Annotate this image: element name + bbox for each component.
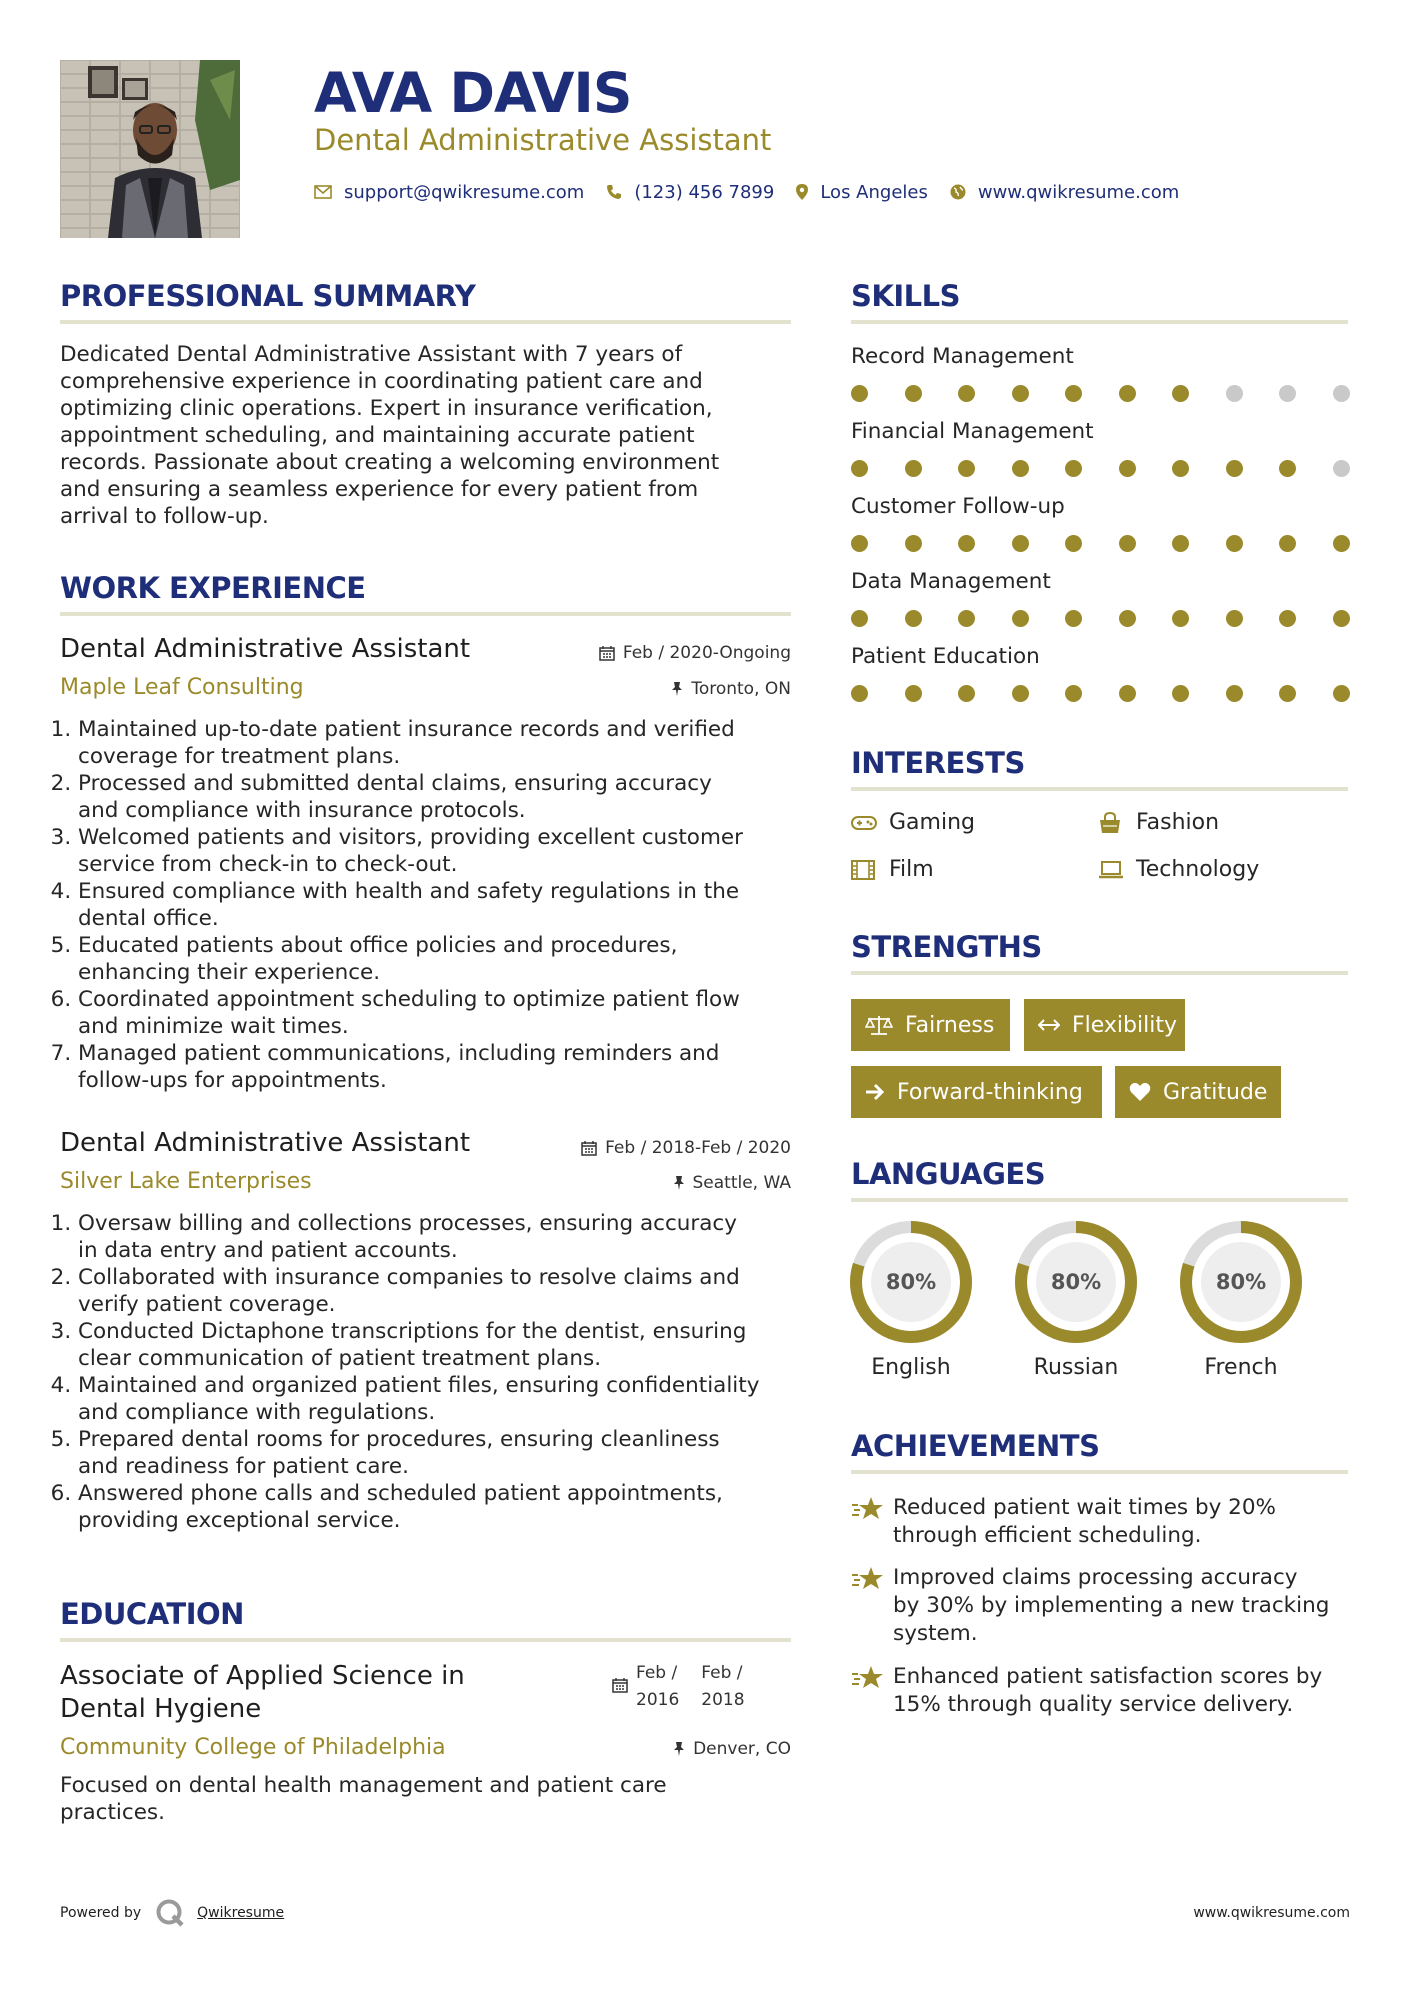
- star-achievement-icon: [851, 1663, 893, 1695]
- list-item: 6. Coordinated appointment scheduling to optimize patient flow and minimize wait times.: [78, 986, 800, 1040]
- rating-dot-filled: [905, 385, 922, 402]
- list-item: 1. Oversaw billing and collections processes, ensuring accuracy in data entry and patient accounts.: [78, 1210, 810, 1264]
- laptop-icon: [1098, 861, 1128, 879]
- rating-dot-empty: [1279, 385, 1296, 402]
- list-item: 2. Collaborated with insurance companies to resolve claims and verify patient coverage.: [78, 1264, 810, 1318]
- rating-dot-filled: [1172, 385, 1189, 402]
- rating-dot-filled: [1065, 610, 1082, 627]
- rating-dot-filled: [1172, 610, 1189, 627]
- strength-tag-forward-thinking: Forward-thinking: [851, 1066, 1102, 1118]
- rating-dot-filled: [1012, 385, 1029, 402]
- achievement-item: Reduced patient wait times by 20% through efficient scheduling.: [851, 1494, 1361, 1550]
- languages-divider: [851, 1198, 1348, 1202]
- skill-data-management: Data Management: [851, 568, 1351, 627]
- job-title: Dental Administrative Assistant: [60, 634, 471, 664]
- education-start: Feb / 2016: [636, 1663, 680, 1710]
- skill-rating: [851, 385, 1350, 402]
- interest-fashion: Fashion: [1098, 808, 1219, 838]
- pushpin-icon: [671, 681, 683, 697]
- pushpin-icon: [673, 1175, 685, 1191]
- rating-dot-filled: [1172, 460, 1189, 477]
- calendar-icon: [581, 1140, 597, 1156]
- company-name: Maple Leaf Consulting: [60, 675, 304, 700]
- rating-dot-filled: [1172, 685, 1189, 702]
- rating-dot-filled: [1012, 535, 1029, 552]
- rating-dot-filled: [1065, 385, 1082, 402]
- achievements-heading: ACHIEVEMENTS: [851, 1429, 1100, 1463]
- interest-gaming: Gaming: [851, 808, 975, 838]
- language-english: 80% English: [848, 1219, 974, 1383]
- job-duties-list: [60, 716, 800, 1094]
- arrow-right-icon: [865, 1083, 885, 1101]
- rating-dot-filled: [1226, 610, 1243, 627]
- list-item: 3. Welcomed patients and visitors, providing excellent customer service from check-in to check-out.: [78, 824, 800, 878]
- rating-dot-filled: [1333, 610, 1350, 627]
- star-achievement-icon: [851, 1494, 893, 1526]
- list-item: 4. Ensured compliance with health and safety regulations in the dental office.: [78, 878, 800, 932]
- calendar-icon: [599, 645, 615, 661]
- website-link[interactable]: www.qwikresume.com: [977, 181, 1180, 203]
- proficiency-label: 80%: [1050, 1270, 1102, 1294]
- rating-dot-filled: [1065, 460, 1082, 477]
- proficiency-label: 80%: [1215, 1270, 1267, 1294]
- language-french: 80% French: [1178, 1219, 1304, 1383]
- skill-record-management: Record Management: [851, 343, 1351, 402]
- job-dates: Feb / 2020-Ongoing: [599, 641, 791, 665]
- strength-tag-flexibility: Flexibility: [1024, 999, 1185, 1051]
- interest-film: Film: [851, 855, 934, 885]
- rating-dot-filled: [1012, 685, 1029, 702]
- rating-dot-filled: [1279, 535, 1296, 552]
- rating-dot-filled: [905, 685, 922, 702]
- list-item: 6. Answered phone calls and scheduled patient appointments, providing exceptional service.: [78, 1480, 810, 1534]
- shopping-bag-icon: [1098, 812, 1128, 834]
- achievement-item: Improved claims processing accuracy by 30% by implementing a new tracking system.: [851, 1564, 1361, 1648]
- rating-dot-filled: [1172, 535, 1189, 552]
- rating-dot-filled: [1012, 610, 1029, 627]
- language-russian: 80% Russian: [1013, 1219, 1139, 1383]
- proficiency-ring: [848, 1219, 974, 1345]
- candidate-name: AVA DAVIS: [314, 61, 632, 125]
- list-item: 5. Prepared dental rooms for procedures, ensuring cleanliness and readiness for patient care.: [78, 1426, 810, 1480]
- rating-dot-filled: [1333, 535, 1350, 552]
- rating-dot-filled: [1065, 685, 1082, 702]
- summary-heading: PROFESSIONAL SUMMARY: [60, 279, 476, 313]
- rating-dot-filled: [1065, 535, 1082, 552]
- job-location: Toronto, ON: [671, 677, 791, 701]
- rating-dot-filled: [1119, 685, 1136, 702]
- rating-dot-empty: [1226, 385, 1243, 402]
- skill-patient-education: Patient Education: [851, 643, 1351, 702]
- list-item: 2. Processed and submitted dental claims, ensuring accuracy and compliance with insurance protocols.: [78, 770, 800, 824]
- map-pin-icon: [796, 184, 808, 200]
- interests-divider: [851, 787, 1348, 791]
- education-dates: [612, 1660, 745, 1714]
- email-link[interactable]: support@qwikresume.com: [344, 181, 585, 203]
- rating-dot-filled: [851, 685, 868, 702]
- rating-dot-filled: [1012, 460, 1029, 477]
- rating-dot-filled: [905, 535, 922, 552]
- rating-dot-filled: [958, 610, 975, 627]
- gamepad-icon: [851, 815, 881, 831]
- rating-dot-filled: [1279, 685, 1296, 702]
- job-duties-list: [60, 1210, 810, 1534]
- rating-dot-filled: [851, 385, 868, 402]
- company-name: Silver Lake Enterprises: [60, 1169, 312, 1194]
- skills-heading: SKILLS: [851, 279, 960, 313]
- strengths-heading: STRENGTHS: [851, 930, 1042, 964]
- school-name: Community College of Philadelphia: [60, 1735, 446, 1760]
- education-end: Feb / 2018: [701, 1663, 745, 1710]
- rating-dot-filled: [1226, 685, 1243, 702]
- rating-dot-filled: [1226, 535, 1243, 552]
- education-location: Denver, CO: [673, 1737, 791, 1761]
- strengths-divider: [851, 971, 1348, 975]
- skill-rating: [851, 685, 1350, 702]
- skill-rating: [851, 460, 1350, 477]
- achievement-item: Enhanced patient satisfaction scores by 15% through quality service delivery.: [851, 1663, 1361, 1719]
- job-title: Dental Administrative Assistant: [60, 1128, 471, 1158]
- candidate-role: Dental Administrative Assistant: [314, 123, 772, 157]
- skill-rating: [851, 610, 1350, 627]
- balance-scale-icon: [865, 1014, 893, 1036]
- rating-dot-filled: [905, 610, 922, 627]
- rating-dot-filled: [1119, 385, 1136, 402]
- skill-financial-management: Financial Management: [851, 418, 1351, 477]
- location-text: Los Angeles: [820, 181, 928, 203]
- pushpin-icon: [673, 1741, 685, 1757]
- strength-tag-gratitude: Gratitude: [1115, 1066, 1281, 1118]
- achievements-divider: [851, 1470, 1348, 1474]
- skills-divider: [851, 320, 1348, 324]
- education-divider: [60, 1638, 791, 1642]
- qwikresume-logo-icon: [155, 1898, 185, 1928]
- calendar-icon: [612, 1677, 628, 1693]
- phone-number[interactable]: (123) 456 7899: [634, 181, 775, 203]
- strength-tag-fairness: Fairness: [851, 999, 1010, 1051]
- interests-heading: INTERESTS: [851, 746, 1025, 780]
- rating-dot-filled: [1119, 610, 1136, 627]
- list-item: 3. Conducted Dictaphone transcriptions for the dentist, ensuring clear communication of patient treatment plans.: [78, 1318, 810, 1372]
- job-dates: Feb / 2018-Feb / 2020: [581, 1136, 791, 1160]
- interest-technology: Technology: [1098, 855, 1259, 885]
- languages-heading: LANGUAGES: [851, 1157, 1046, 1191]
- rating-dot-filled: [905, 460, 922, 477]
- rating-dot-filled: [1226, 460, 1243, 477]
- degree-title: Associate of Applied Science in Dental Hygiene: [60, 1661, 465, 1724]
- skill-customer-follow-up: Customer Follow-up: [851, 493, 1351, 552]
- footer-powered-by: Powered by Qwikresume: [60, 1898, 284, 1928]
- rating-dot-filled: [851, 460, 868, 477]
- rating-dot-filled: [1279, 610, 1296, 627]
- contact-bar: [314, 178, 1201, 206]
- experience-divider: [60, 612, 791, 616]
- rating-dot-filled: [851, 535, 868, 552]
- arrows-horizontal-icon: [1038, 1019, 1060, 1031]
- summary-text: Dedicated Dental Administrative Assistant with 7 years of comprehensive experience in coordinating patient care and optimizing clinic operations. Expert in insurance verification, appointment scheduling, and maintaining accurate patient records. Passionate about creating a welcoming environment and ensuring a seamless experience for every patient from arrival to follow-up.: [60, 342, 720, 529]
- proficiency-ring: [1178, 1219, 1304, 1345]
- list-item: 4. Maintained and organized patient files, ensuring confidentiality and compliance with regulations.: [78, 1372, 810, 1426]
- footer-url[interactable]: www.qwikresume.com: [1193, 1905, 1350, 1921]
- rating-dot-filled: [1279, 460, 1296, 477]
- heart-icon: [1129, 1082, 1151, 1102]
- job-location: Seattle, WA: [673, 1171, 792, 1195]
- education-heading: EDUCATION: [60, 1597, 244, 1631]
- rating-dot-filled: [958, 385, 975, 402]
- experience-heading: WORK EXPERIENCE: [60, 571, 366, 605]
- summary-divider: [60, 320, 791, 324]
- globe-icon: [950, 184, 966, 200]
- rating-dot-filled: [958, 535, 975, 552]
- rating-dot-filled: [1119, 535, 1136, 552]
- rating-dot-empty: [1333, 460, 1350, 477]
- rating-dot-empty: [1333, 385, 1350, 402]
- film-icon: [851, 860, 881, 880]
- list-item: 5. Educated patients about office policies and procedures, enhancing their experience.: [78, 932, 800, 986]
- rating-dot-filled: [958, 685, 975, 702]
- rating-dot-filled: [1333, 685, 1350, 702]
- qwikresume-link[interactable]: Qwikresume: [197, 1905, 285, 1921]
- list-item: 1. Maintained up-to-date patient insurance records and verified coverage for treatment plans.: [78, 716, 800, 770]
- profile-photo: [60, 60, 240, 238]
- list-item: 7. Managed patient communications, including reminders and follow-ups for appointments.: [78, 1040, 800, 1094]
- rating-dot-filled: [1119, 460, 1136, 477]
- rating-dot-filled: [851, 610, 868, 627]
- envelope-icon: [314, 185, 332, 199]
- star-achievement-icon: [851, 1564, 893, 1596]
- skill-rating: [851, 535, 1350, 552]
- education-description: Focused on dental health management and patient care practices.: [60, 1773, 667, 1825]
- phone-icon: [606, 184, 622, 200]
- rating-dot-filled: [958, 460, 975, 477]
- proficiency-ring: [1013, 1219, 1139, 1345]
- proficiency-label: 80%: [885, 1270, 937, 1294]
